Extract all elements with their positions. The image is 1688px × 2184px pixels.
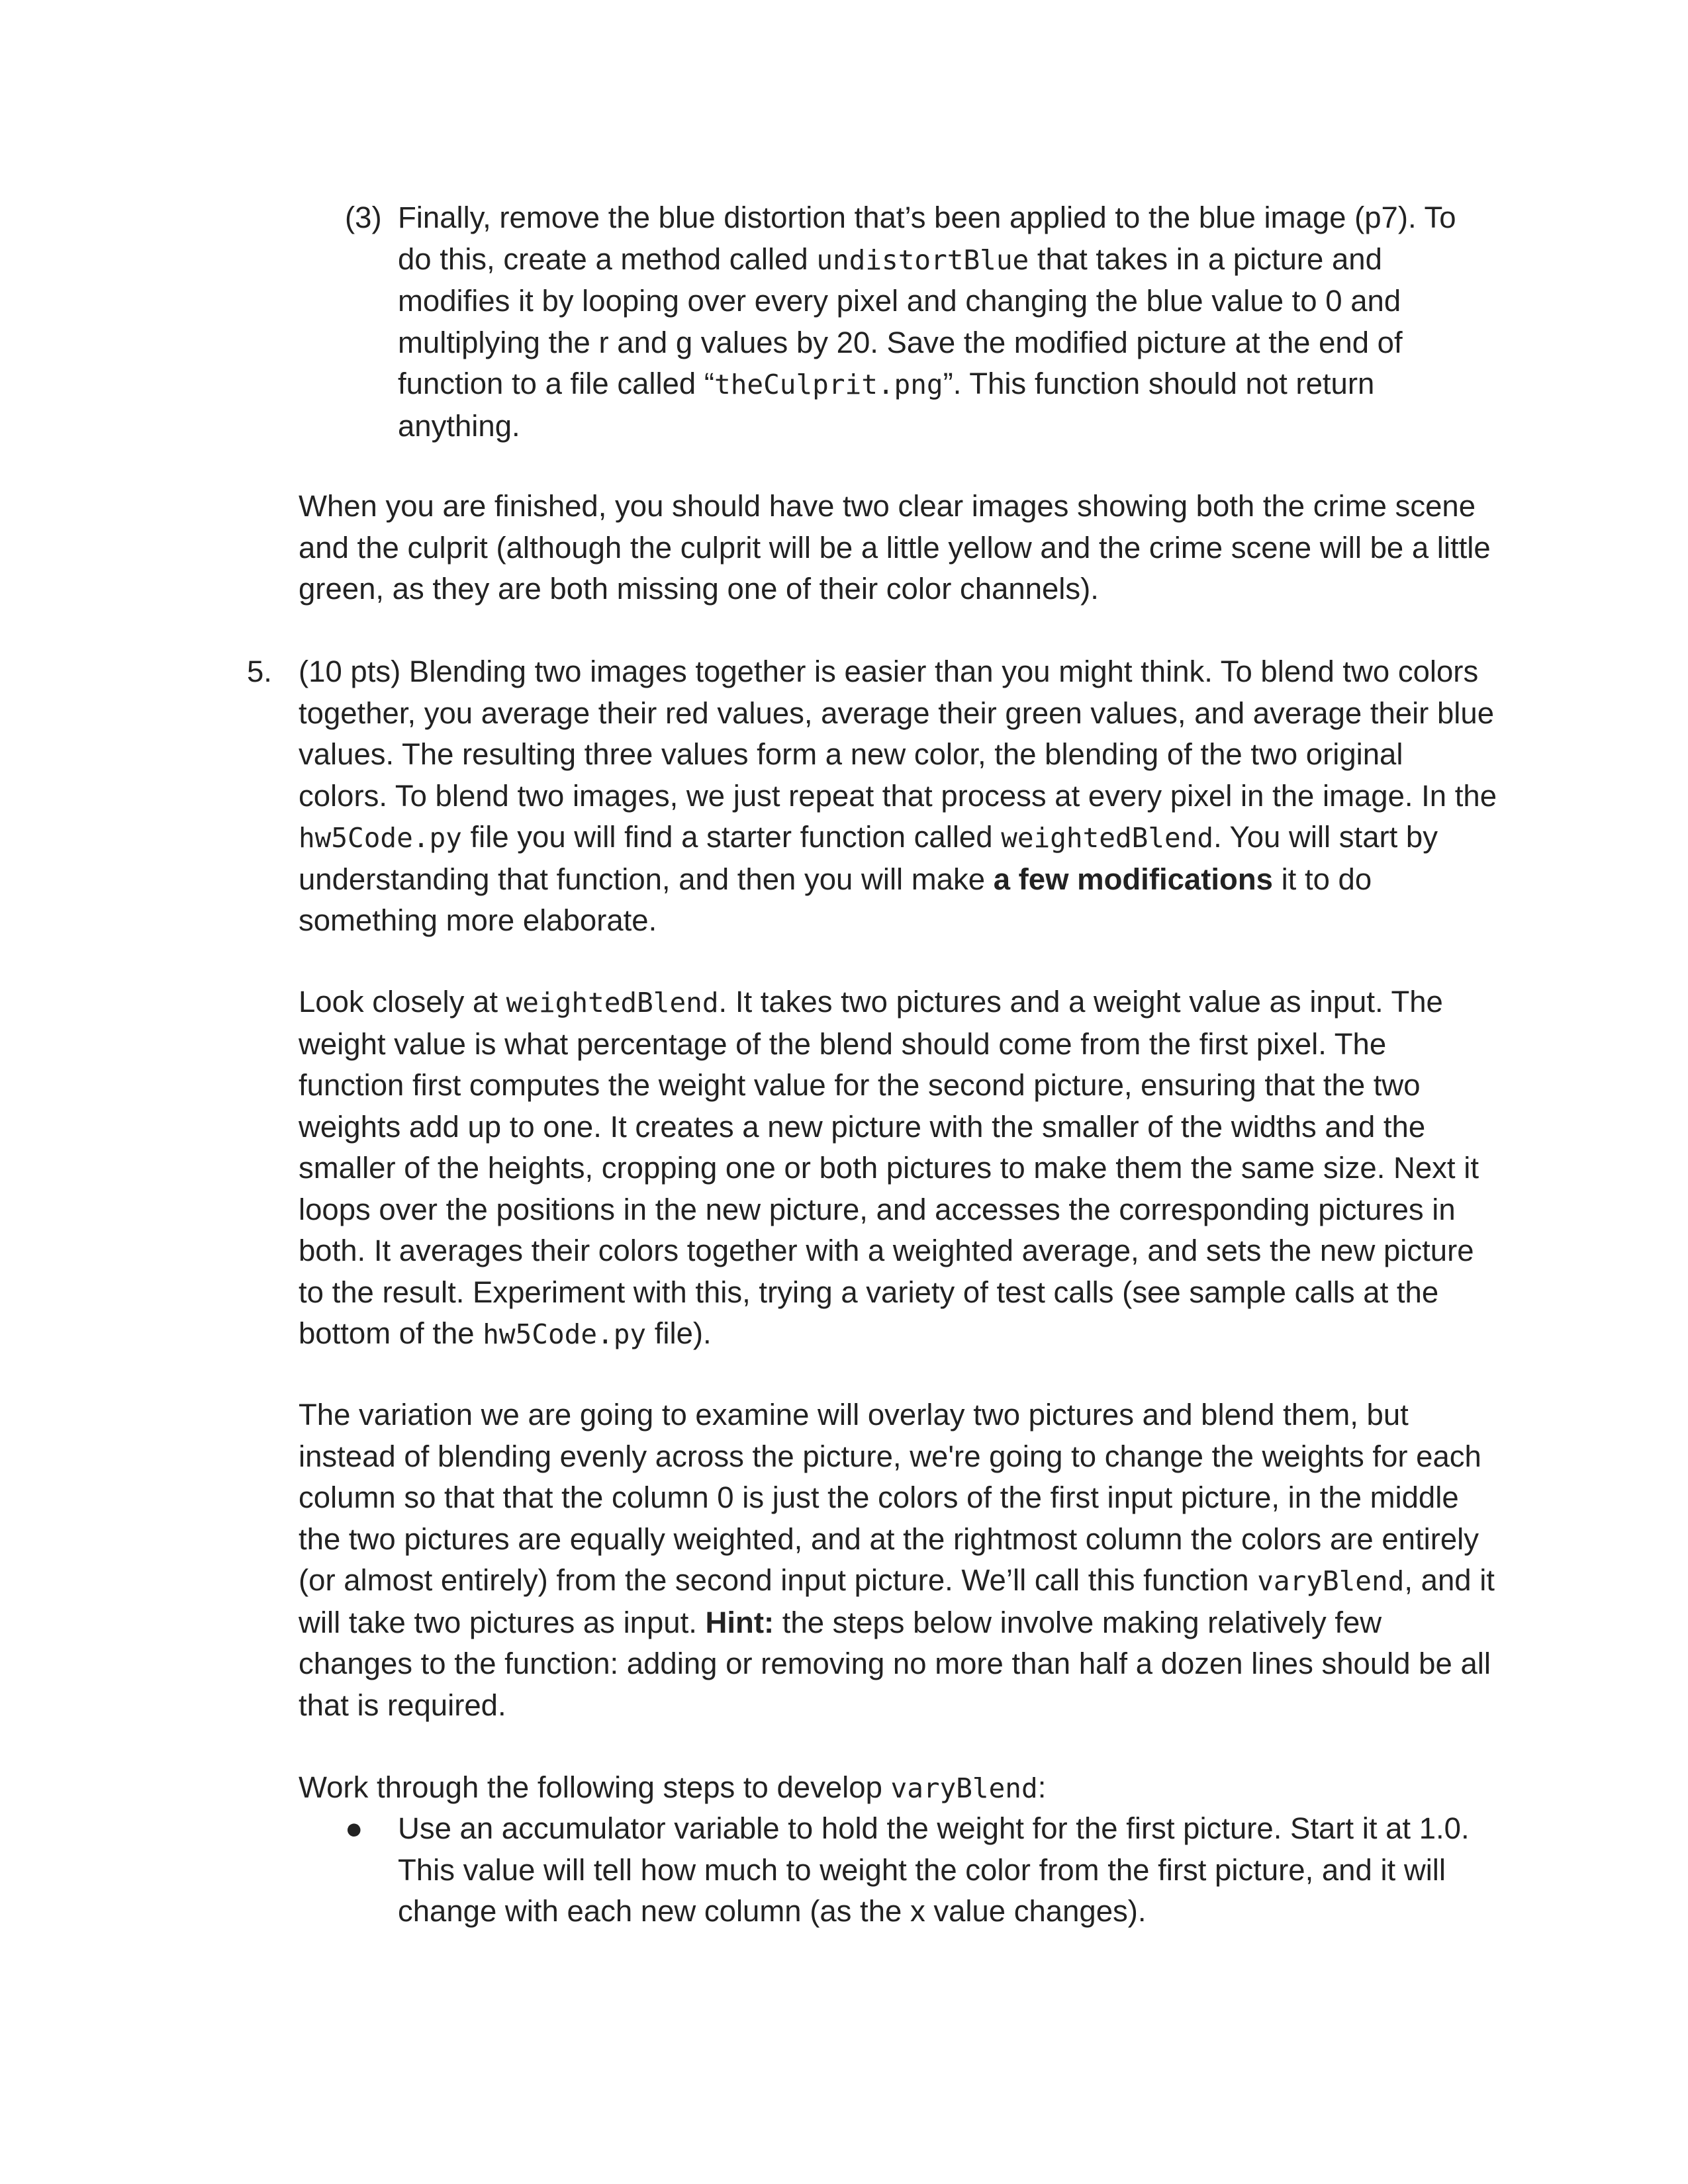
text: Look closely at <box>299 985 506 1019</box>
bullet-icon: ● <box>345 1811 363 1845</box>
code-filename: theCulprit.png <box>714 369 943 400</box>
text: (10 pts) Blending two images together is easier than you might think. To blend two colors together, you average their red values, average their green values, and average their blue values. The resulting three values form a new color, the blending of the two original colors. To blend two images, we just repeat that process at every pixel in the image. In the <box>299 655 1497 813</box>
code-varyblend: varyBlend <box>890 1772 1038 1804</box>
text: The variation we are going to examine will overlay two pictures and blend them, but instead of blending evenly across the picture, we're going to change the weights for each column so that that the column 0 is just the colors of the first input picture, in the middle the two pictures are equally weighted, and at the rightmost column the colors are entirely (or almost entirely) from the second input picture. We’ll call this function <box>299 1398 1481 1597</box>
text: that takes in a picture and modifies it by looping over every pixel and changing the blue value to 0 and multiplying the r and g values by 20. Save the modified picture at the end of function to a file called “ <box>398 242 1403 400</box>
code-undistortblue: undistortBlue <box>816 244 1029 276</box>
text: Work through the following steps to develop <box>299 1770 891 1804</box>
item-3-paragraph <box>398 197 1483 447</box>
bold-hint: Hint: <box>705 1605 774 1639</box>
text: ”. This function should not return anything. <box>398 367 1375 443</box>
text: file you will find a starter function called <box>461 820 1002 854</box>
look-closely-paragraph <box>299 981 1500 1355</box>
question-5-paragraph <box>299 651 1500 942</box>
bullet-item: Use an accumulator variable to hold the weight for the first picture. Start it at 1.0. This value will tell how much to weight the color from the first picture, and it will change with each new column (as the x value changes). <box>398 1811 1470 1928</box>
question-5-number: 5. <box>247 655 272 688</box>
text: Finally, remove the blue distortion that’s been applied to the blue image (p7). To do this, create a method called <box>398 201 1456 276</box>
steps-intro <box>299 1767 1500 1809</box>
code-weightedblend: weightedBlend <box>506 987 719 1019</box>
bold-text: a few modifications <box>993 862 1273 896</box>
code-weightedblend: weightedBlend <box>1001 822 1214 854</box>
text: file). <box>646 1316 712 1350</box>
finished-paragraph: When you are finished, you should have two clear images showing both the crime scene and the culprit (although the culprit will be a little yellow and the crime scene will be a little green, as they are both missing one of their color channels). <box>299 489 1491 606</box>
text: it to do something more elaborate. <box>299 862 1372 937</box>
text: the steps below involve making relatively few changes to the function: adding or removing no more than half a dozen lines should be all that is required. <box>299 1605 1491 1722</box>
text: . It takes two pictures and a weight value as input. The weight value is what percentage of the blend should come from the first pixel. The function first computes the weight value for the second picture, ensuring that the two weights add up to one. It creates a new picture with the smaller of the widths and the smaller of the heights, cropping one or both pictures to make them the same size. Next it loops over the positions in the new picture, and accesses the corresponding pictures in both. It averages their colors together with a weighted average, and sets the new picture to the result. Experiment with this, trying a variety of test calls (see sample calls at the bottom of the <box>299 985 1479 1350</box>
code-hw5code: hw5Code.py <box>483 1318 647 1350</box>
text: , and it will take two pictures as input. <box>299 1563 1495 1639</box>
text: : <box>1037 1770 1047 1804</box>
code-hw5code: hw5Code.py <box>299 822 462 854</box>
item-3-label: (3) <box>345 201 382 234</box>
text: . You will start by understanding that function, and then you will make <box>299 820 1438 896</box>
code-varyblend: varyBlend <box>1257 1565 1405 1597</box>
variation-paragraph <box>299 1394 1500 1726</box>
